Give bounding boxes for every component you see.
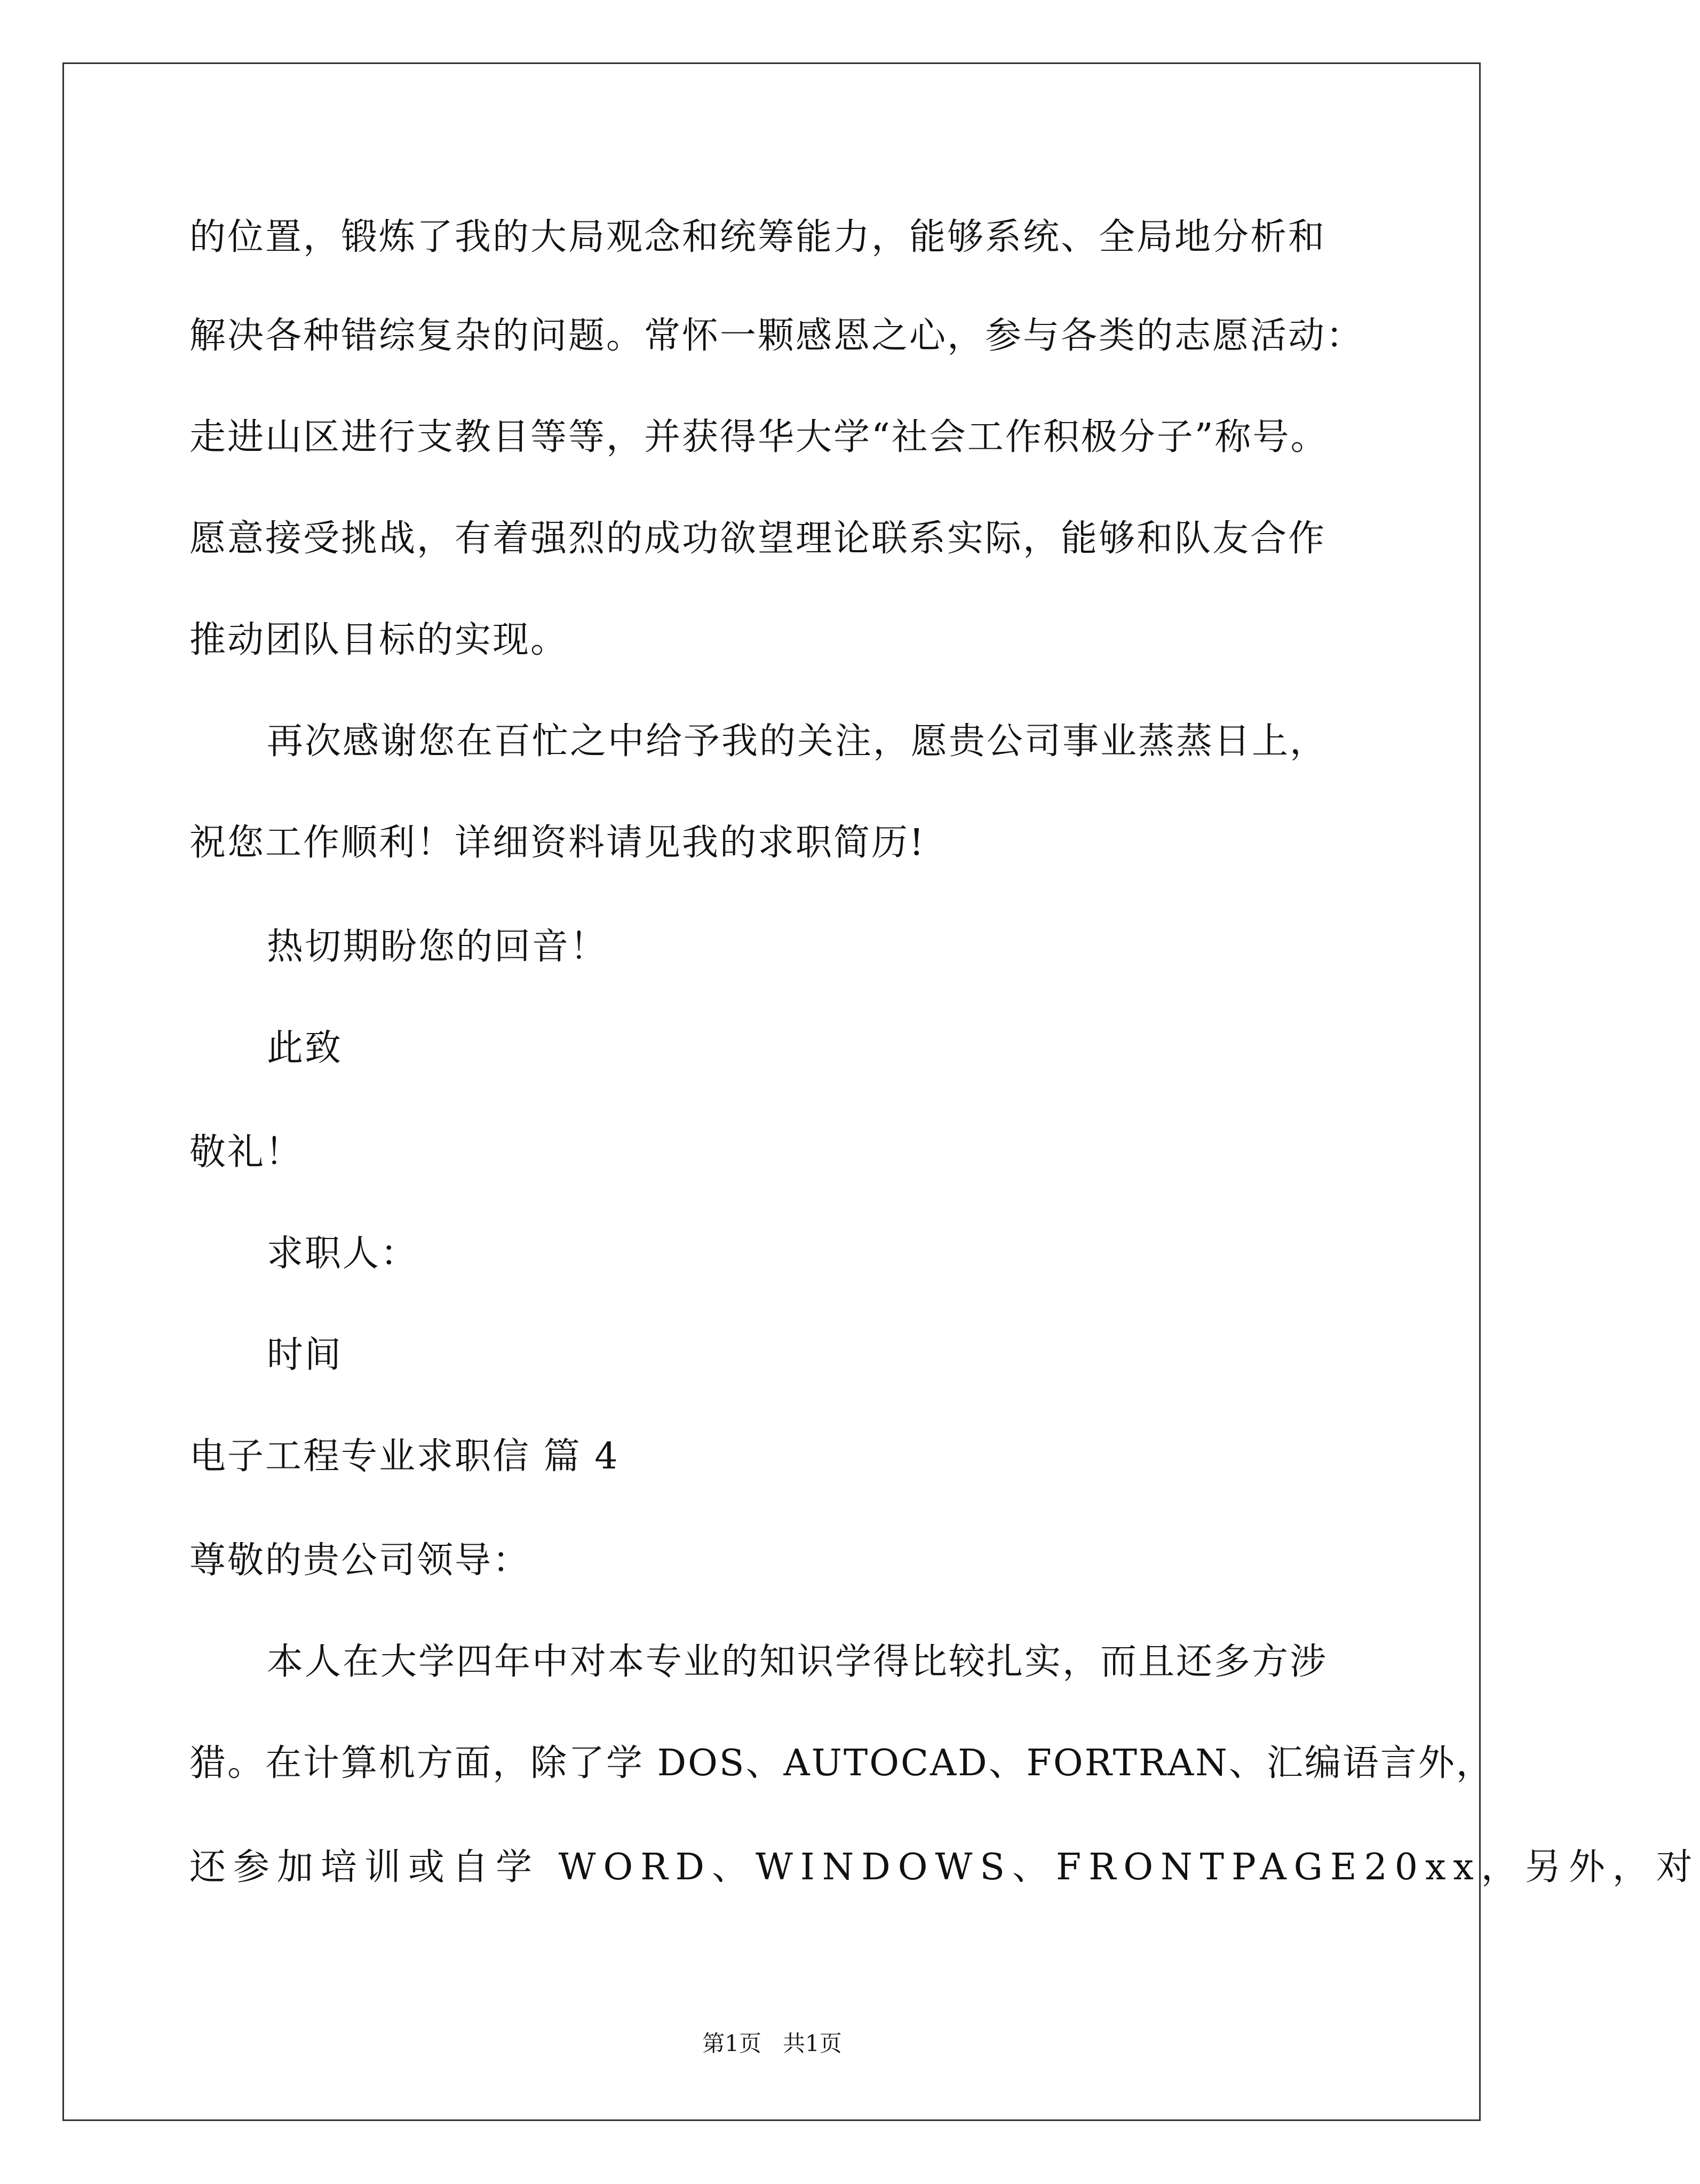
text-line: 推动团队目标的实现。 <box>189 619 569 661</box>
text-line: 愿意接受挑战，有着强烈的成功欲望理论联系实际，能够和队友合作 <box>189 518 1326 560</box>
text-line: 的位置，锻炼了我的大局观念和统筹能力，能够系统、全局地分析和 <box>189 216 1326 258</box>
section-heading: 电子工程专业求职信 篇 4 <box>189 1435 619 1478</box>
text-line: 祝您工作顺利！详细资料请见我的求职简历! <box>189 822 926 864</box>
text-line: 热切期盼您的回音！ <box>267 926 608 968</box>
closing-regards: 敬礼！ <box>189 1131 304 1173</box>
text-line: 再次感谢您在百忙之中给予我的关注，愿贵公司事业蒸蒸日上， <box>267 720 1328 763</box>
greeting: 尊敬的贵公司领导： <box>189 1539 531 1582</box>
applicant-label: 求职人： <box>267 1233 419 1275</box>
text-line: 本人在大学四年中对本专业的知识学得比较扎实，而且还多方涉 <box>267 1641 1328 1683</box>
text-line: 还参加培训或自学 WORD、WINDOWS、FRONTPAGE20xx，另外，对 <box>189 1846 1700 1888</box>
page-frame <box>62 62 1481 2121</box>
closing-salutation: 此致 <box>267 1027 343 1069</box>
text-line: 解决各种错综复杂的问题。常怀一颗感恩之心，参与各类的志愿活动： <box>189 315 1364 357</box>
text-line: 走进山区进行支教目等等，并获得华大学“社会工作积极分子”称号。 <box>189 416 1329 458</box>
text-line: 猎。在计算机方面，除了学 DOS、AUTOCAD、FORTRAN、汇编语言外， <box>189 1742 1494 1784</box>
page-footer: 第1页 共1页 <box>702 2030 842 2056</box>
date-label: 时间 <box>267 1334 343 1376</box>
